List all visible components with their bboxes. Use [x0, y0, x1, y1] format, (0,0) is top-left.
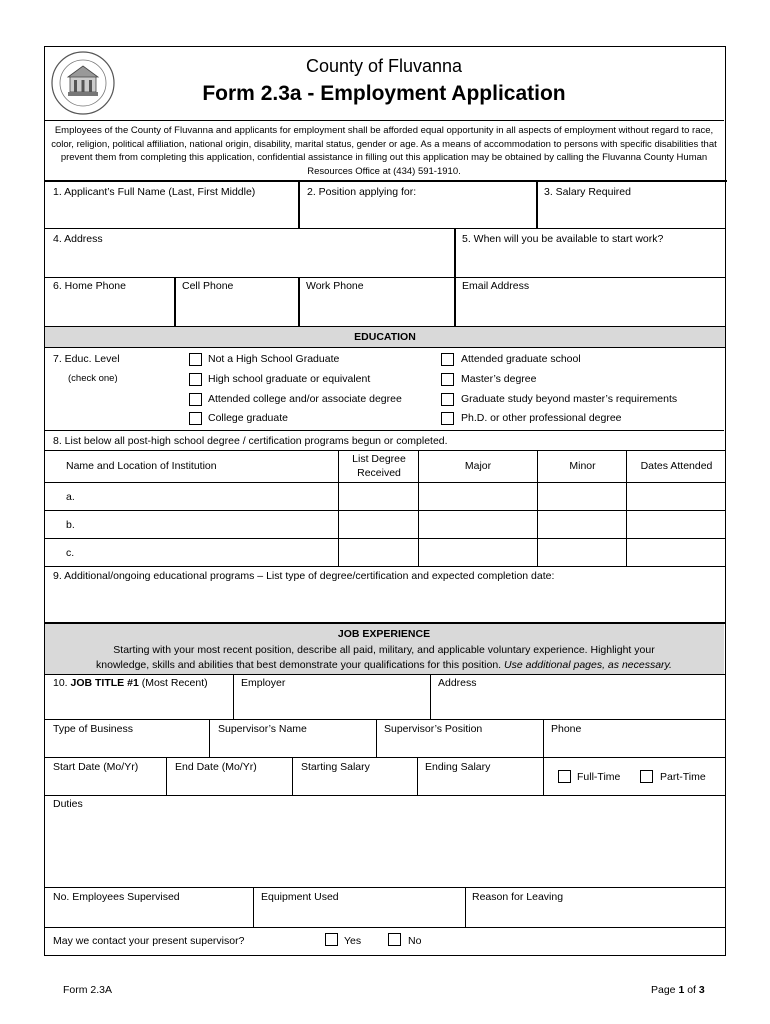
college-assoc-checkbox[interactable]	[189, 393, 202, 406]
contact-yes-label: Yes	[344, 935, 362, 947]
contact-yes-checkbox[interactable]	[325, 933, 338, 946]
row-label: c.	[66, 547, 75, 559]
row-label: a.	[66, 491, 75, 503]
home-phone-label: 6. Home Phone	[53, 280, 126, 292]
masters-checkbox[interactable]	[441, 373, 454, 386]
starting-salary-label: Starting Salary	[301, 761, 370, 773]
option-label: Not a High School Graduate	[208, 353, 340, 365]
hs-checkbox[interactable]	[189, 373, 202, 386]
address-field[interactable]	[44, 228, 456, 278]
part-time-checkbox[interactable]	[640, 770, 653, 783]
job-address-label: Address	[438, 677, 477, 689]
contact-no-label: No	[408, 935, 422, 947]
education-heading: EDUCATION	[44, 326, 726, 348]
additional-programs-label: 9. Additional/ongoing educational programs – List type of degree/certification and expected completion date:	[53, 570, 555, 582]
job-experience-heading: JOB EXPERIENCE	[337, 628, 431, 640]
page-number: Page 1 of 3	[651, 984, 705, 996]
post-hs-label: 8. List below all post-high school degree / certification programs begun or completed.	[53, 435, 448, 447]
contact-no-checkbox[interactable]	[388, 933, 401, 946]
equipment-label: Equipment Used	[261, 891, 339, 903]
education-table	[44, 450, 726, 567]
email-label: Email Address	[462, 280, 530, 292]
divider	[44, 430, 724, 431]
form-title: Form 2.3a - Employment Application	[202, 82, 566, 105]
option-label: Attended graduate school	[461, 353, 581, 365]
phd-checkbox[interactable]	[441, 412, 454, 425]
supervised-label: No. Employees Supervised	[53, 891, 180, 903]
position-label: 2. Position applying for:	[307, 186, 417, 198]
col-dates: Dates Attended	[640, 460, 713, 472]
supervisor-name-label: Supervisor’s Name	[218, 723, 307, 735]
available-label: 5. When will you be available to start work?	[462, 233, 664, 245]
county-name: County of Fluvanna	[305, 56, 463, 76]
intro-text: Employees of the County of Fluvanna and applicants for employment shall be afforded equal opportunity in all aspects of employment without regard to race, color, religion, political affiliation, national origin, disability, marital status, gender or age. As a means of accommodation to persons with specific disabilities that prevent them from completing this application, confidential assistance in filling out this application may be obtained by calling the Fluvanna County Human Resources Office at (434) 591-1910.	[51, 125, 717, 177]
college-grad-checkbox[interactable]	[189, 412, 202, 425]
col-major: Major	[464, 460, 492, 472]
full-time-checkbox[interactable]	[558, 770, 571, 783]
full-time-label: Full-Time	[577, 771, 621, 783]
business-label: Type of Business	[53, 723, 133, 735]
option-label: High school graduate or equivalent	[208, 373, 371, 385]
start-date-label: Start Date (Mo/Yr)	[53, 761, 139, 773]
educ-level-hint: (check one)	[68, 373, 118, 384]
footer-form-id: Form 2.3A	[63, 984, 113, 996]
option-label: Attended college and/or associate degree	[208, 393, 402, 405]
end-date-label: End Date (Mo/Yr)	[175, 761, 257, 773]
job-grid	[44, 674, 726, 956]
educ-level-label: 7. Educ. Level	[53, 353, 120, 365]
ending-salary-label: Ending Salary	[425, 761, 491, 773]
grad-school-checkbox[interactable]	[441, 353, 454, 366]
row-label: b.	[66, 519, 75, 531]
cell-phone-label: Cell Phone	[182, 280, 234, 292]
employer-label: Employer	[241, 677, 286, 689]
contact-supervisor-label: May we contact your present supervisor?	[53, 935, 245, 947]
job-intro-line2: knowledge, skills and abilities that best demonstrate your qualifications for this position. Use additional pages, as necessary.	[96, 659, 672, 671]
salary-label: 3. Salary Required	[544, 186, 631, 198]
col-institution: Name and Location of Institution	[66, 460, 217, 472]
full-name-label: 1. Applicant’s Full Name (Last, First Middle)	[53, 186, 256, 198]
not-hs-checkbox[interactable]	[189, 353, 202, 366]
header-divider	[44, 120, 724, 121]
option-label: College graduate	[208, 412, 288, 424]
job-title-label: 10. JOB TITLE #1 (Most Recent)	[53, 677, 208, 689]
reason-label: Reason for Leaving	[472, 891, 564, 903]
beyond-masters-checkbox[interactable]	[441, 393, 454, 406]
job-phone-label: Phone	[551, 723, 582, 735]
part-time-label: Part-Time	[660, 771, 706, 783]
work-phone-label: Work Phone	[306, 280, 364, 292]
option-label: Ph.D. or other professional degree	[461, 412, 622, 424]
col-minor: Minor	[569, 460, 596, 472]
option-label: Master’s degree	[461, 373, 537, 385]
job-intro-italic: Use additional pages, as necessary.	[504, 659, 672, 671]
job-intro-line1: Starting with your most recent position, describe all paid, military, and applicable voluntary experience. Highlight your	[113, 644, 655, 656]
option-label: Graduate study beyond master’s requirements	[461, 393, 678, 405]
supervisor-position-label: Supervisor’s Position	[384, 723, 483, 735]
col-degree: List Degree Received	[352, 453, 406, 479]
duties-label: Duties	[53, 798, 83, 810]
address-label: 4. Address	[53, 233, 103, 245]
